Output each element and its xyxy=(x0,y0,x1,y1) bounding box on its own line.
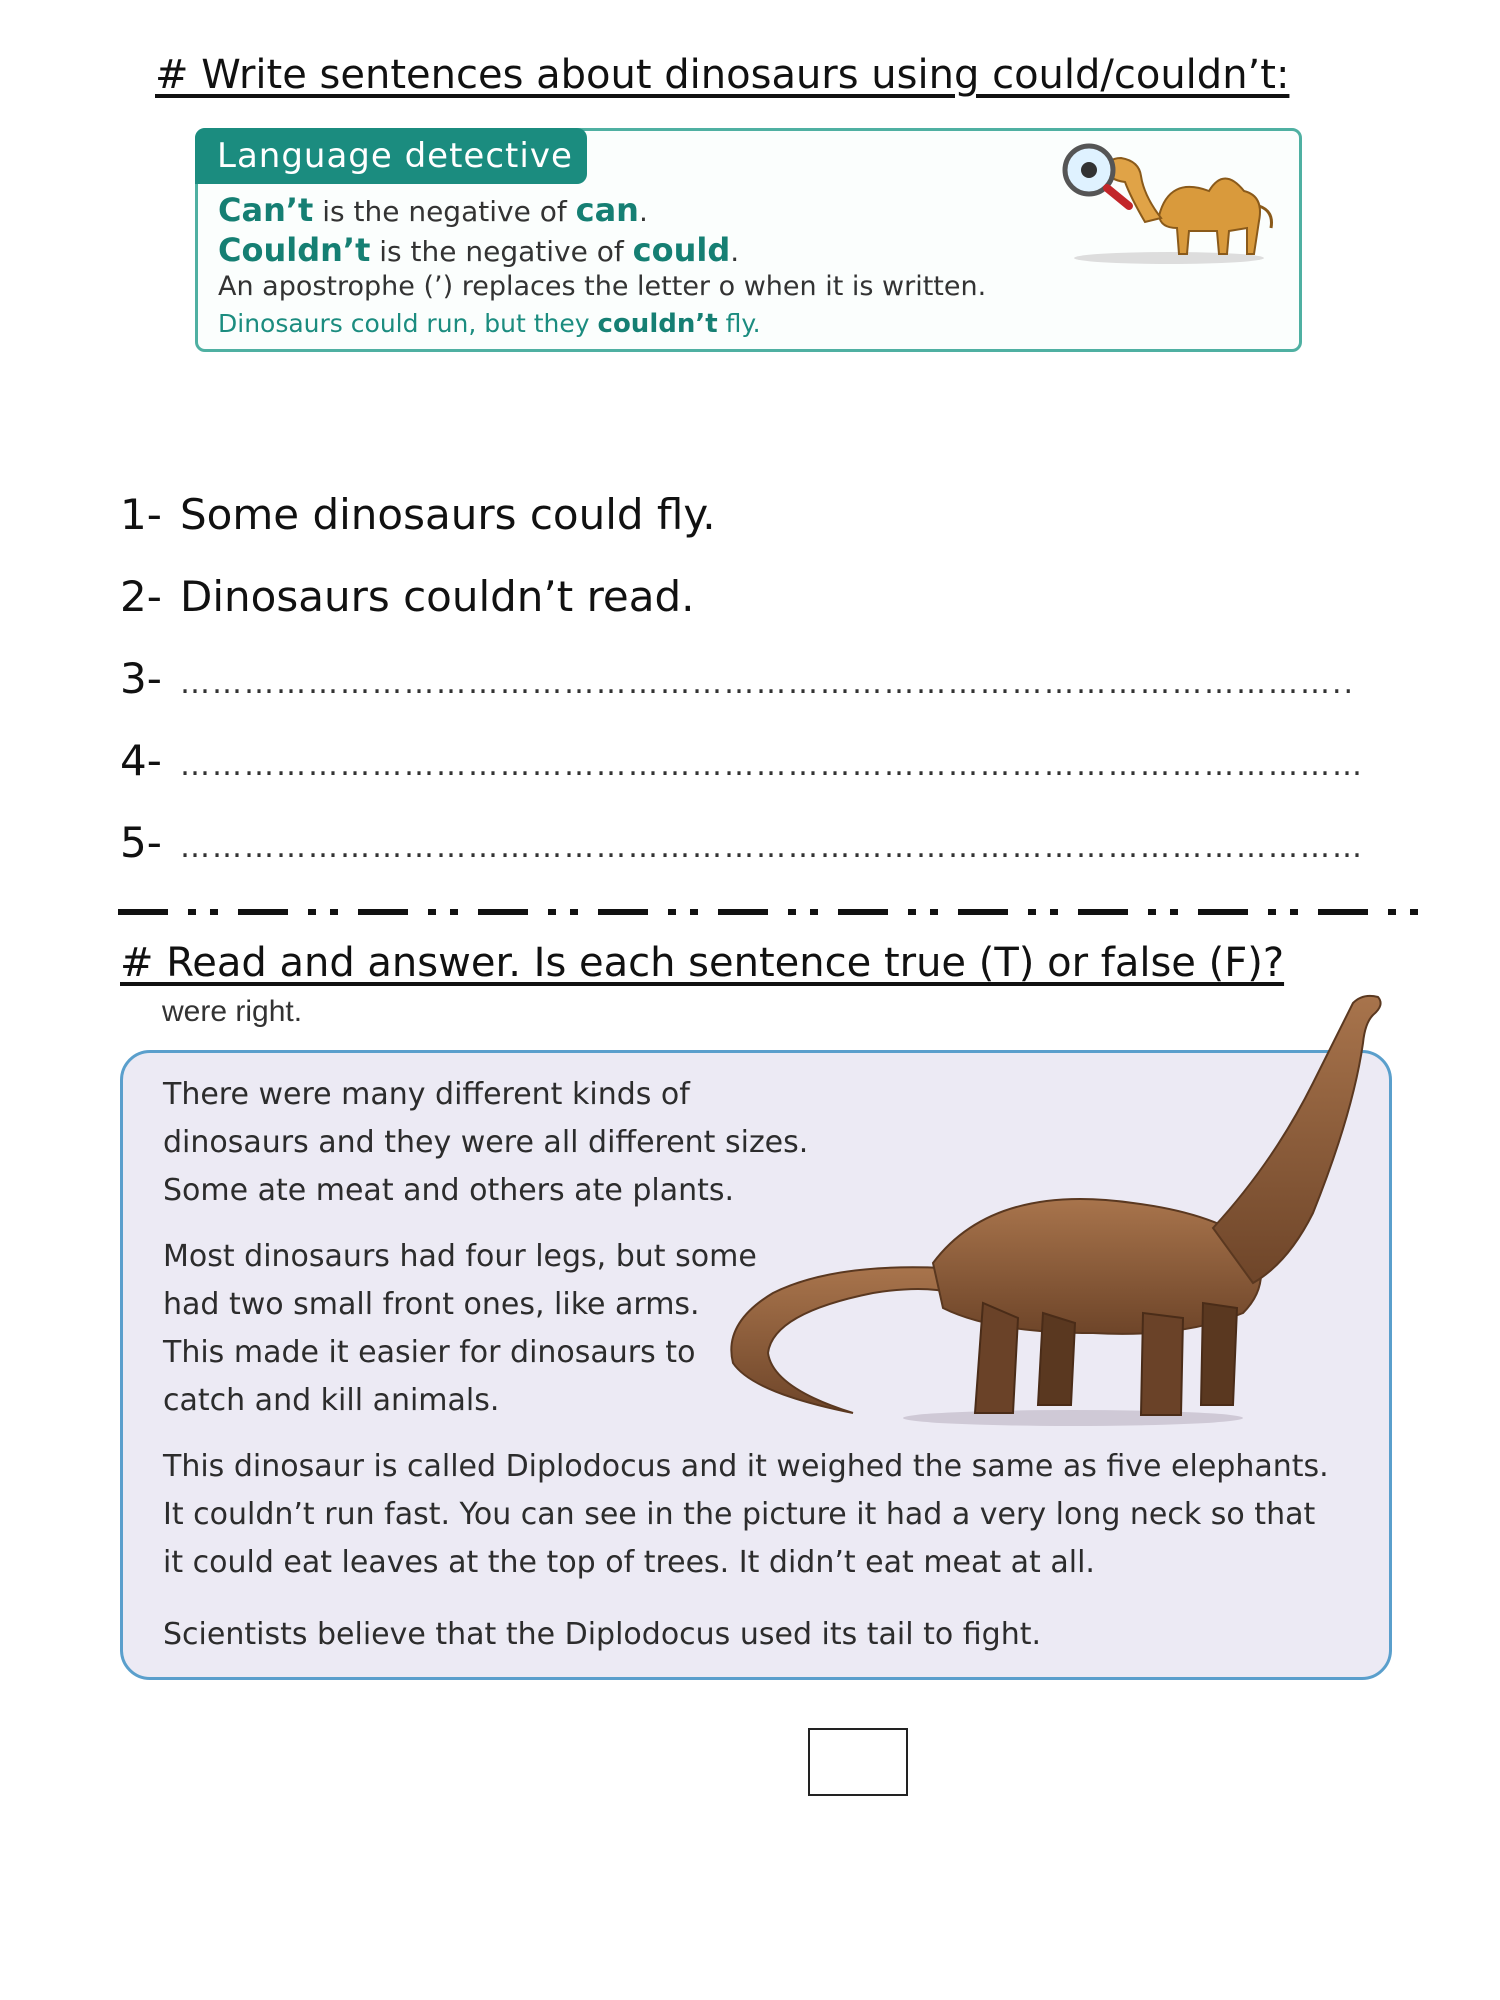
lang-line-apostrophe: An apostrophe (’) replaces the letter o when it is written. xyxy=(218,271,987,302)
camel-detective-icon xyxy=(1049,136,1279,266)
lang-line-cant: Can’t is the negative of can. xyxy=(218,191,648,229)
section2-heading: # Read and answer. Is each sentence true (T) or false (F)? xyxy=(120,940,1285,986)
sentence-4-blank[interactable]: 4- ………………………………………………………………………………………………… xyxy=(120,736,1364,785)
paragraph-1: There were many different kinds of dinosaurs and they were all different sizes. Some ate meat and others ate plants. xyxy=(163,1077,809,1208)
section1-heading: # Write sentences about dinosaurs using could/couldn’t: xyxy=(155,52,1290,98)
reading-passage-box xyxy=(120,1050,1392,1680)
section-divider xyxy=(118,905,1418,919)
sentence-3-blank[interactable]: 3- ……………………………………………………………………………………………….. xyxy=(120,654,1356,703)
paragraph-4: Scientists believe that the Diplodocus used its tail to fight. xyxy=(163,1617,1042,1652)
answer-box[interactable] xyxy=(808,1728,908,1796)
lang-line-couldnt: Couldn’t is the negative of could. xyxy=(218,231,740,269)
paragraph-2: Most dinosaurs had four legs, but some had two small front ones, like arms. This made it easier for dinosaurs to catch and kill animals. xyxy=(163,1239,757,1418)
lang-line-example: Dinosaurs could run, but they couldn’t fly. xyxy=(218,309,761,339)
sentence-1: 1- Some dinosaurs could fly. xyxy=(120,490,716,539)
cutoff-text: were right. xyxy=(162,995,303,1028)
paragraph-3: This dinosaur is called Diplodocus and it weighed the same as five elephants. It couldn’t run fast. You can see in the picture it had a very long neck so that it could eat leaves at the top of trees. It didn’t eat meat at all. xyxy=(163,1449,1329,1580)
language-detective-box xyxy=(195,128,1302,352)
sentence-5-blank[interactable]: 5- ………………………………………………………………………………………………… xyxy=(120,818,1364,867)
sentence-2: 2- Dinosaurs couldn’t read. xyxy=(120,572,695,621)
language-detective-title: Language detective xyxy=(195,128,587,184)
diplodocus-image xyxy=(713,993,1413,1443)
